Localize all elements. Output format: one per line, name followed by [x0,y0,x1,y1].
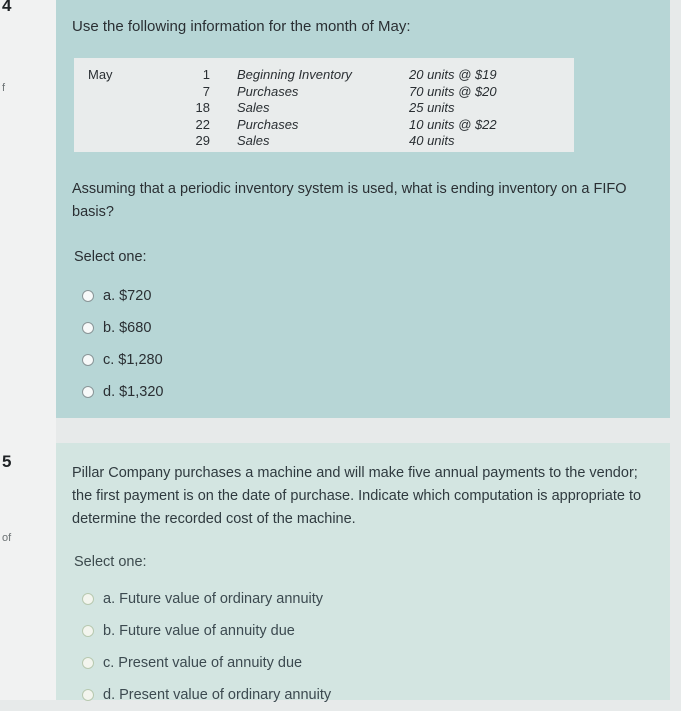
table-day: 29 [195,133,210,148]
table-quantity: 25 units [409,100,455,115]
inventory-info-table [74,58,574,152]
table-days-column [174,67,210,150]
answer-option-b[interactable] [82,312,163,344]
question-4-panel [56,0,670,418]
radio-button-icon[interactable] [82,689,94,701]
answer-option-label: b. $680 [103,320,152,336]
table-quantity: 10 units @ $22 [409,116,497,132]
answer-option-label: d. $1,320 [103,384,164,400]
table-description: Sales [237,133,270,148]
answer-option-b[interactable] [82,615,331,647]
answer-option-label: a. Future value of ordinary annuity [103,591,324,607]
answer-option-label: d. Present value of ordinary annuity [103,687,332,703]
answer-option-c[interactable] [82,344,163,376]
answer-option-a[interactable] [82,583,331,615]
radio-button-icon[interactable] [82,354,94,366]
question-nav-strip [0,0,56,700]
radio-button-icon[interactable] [82,657,94,669]
table-quantity-column [409,67,497,150]
table-month: May [88,67,113,82]
table-description: Purchases [237,116,299,132]
question-4-options [82,280,163,408]
answer-option-label: c. $1,280 [103,352,163,368]
table-description: Sales [237,100,270,115]
answer-option-d[interactable] [82,376,163,408]
question-5-select-label: Select one: [74,554,147,570]
answer-option-a[interactable] [82,280,163,312]
table-quantity: 40 units [409,133,455,148]
question-number-5: 5 [2,452,12,471]
answer-option-label: b. Future value of annuity due [103,623,295,639]
question-number-4: 4 [2,0,12,15]
table-description-column [237,67,352,150]
table-quantity: 70 units @ $20 [409,83,497,99]
answer-option-c[interactable] [82,647,331,679]
radio-button-icon[interactable] [82,386,94,398]
table-description: Purchases [237,83,299,99]
radio-button-icon[interactable] [82,593,94,605]
question-5-text: Pillar Company purchases a machine and will make five annual payments to the vendor; the first payment is on the date of purchase. Indicate which computation is appropriate to determine the recorded cost of the machine. [72,465,642,527]
question-4-text: Assuming that a periodic inventory system is used, what is ending inventory on a FIFO basis? [72,181,627,220]
table-quantity: 20 units @ $19 [409,67,497,82]
question-5-of-label: of [2,532,12,544]
table-day: 7 [202,83,210,99]
table-day: 22 [195,116,210,132]
answer-option-label: a. $720 [103,288,152,304]
question-4-intro: Use the following information for the month of May: [72,18,411,35]
table-day: 18 [195,100,210,115]
question-4-select-label: Select one: [74,249,147,265]
radio-button-icon[interactable] [82,625,94,637]
question-5-options [82,583,331,711]
question-4-of-label: f [2,82,6,94]
answer-option-label: c. Present value of annuity due [103,655,303,671]
radio-button-icon[interactable] [82,322,94,334]
radio-button-icon[interactable] [82,290,94,302]
question-5-panel [56,443,670,703]
answer-option-d[interactable] [82,679,331,711]
table-day: 1 [202,67,210,82]
table-description: Beginning Inventory [237,67,352,82]
